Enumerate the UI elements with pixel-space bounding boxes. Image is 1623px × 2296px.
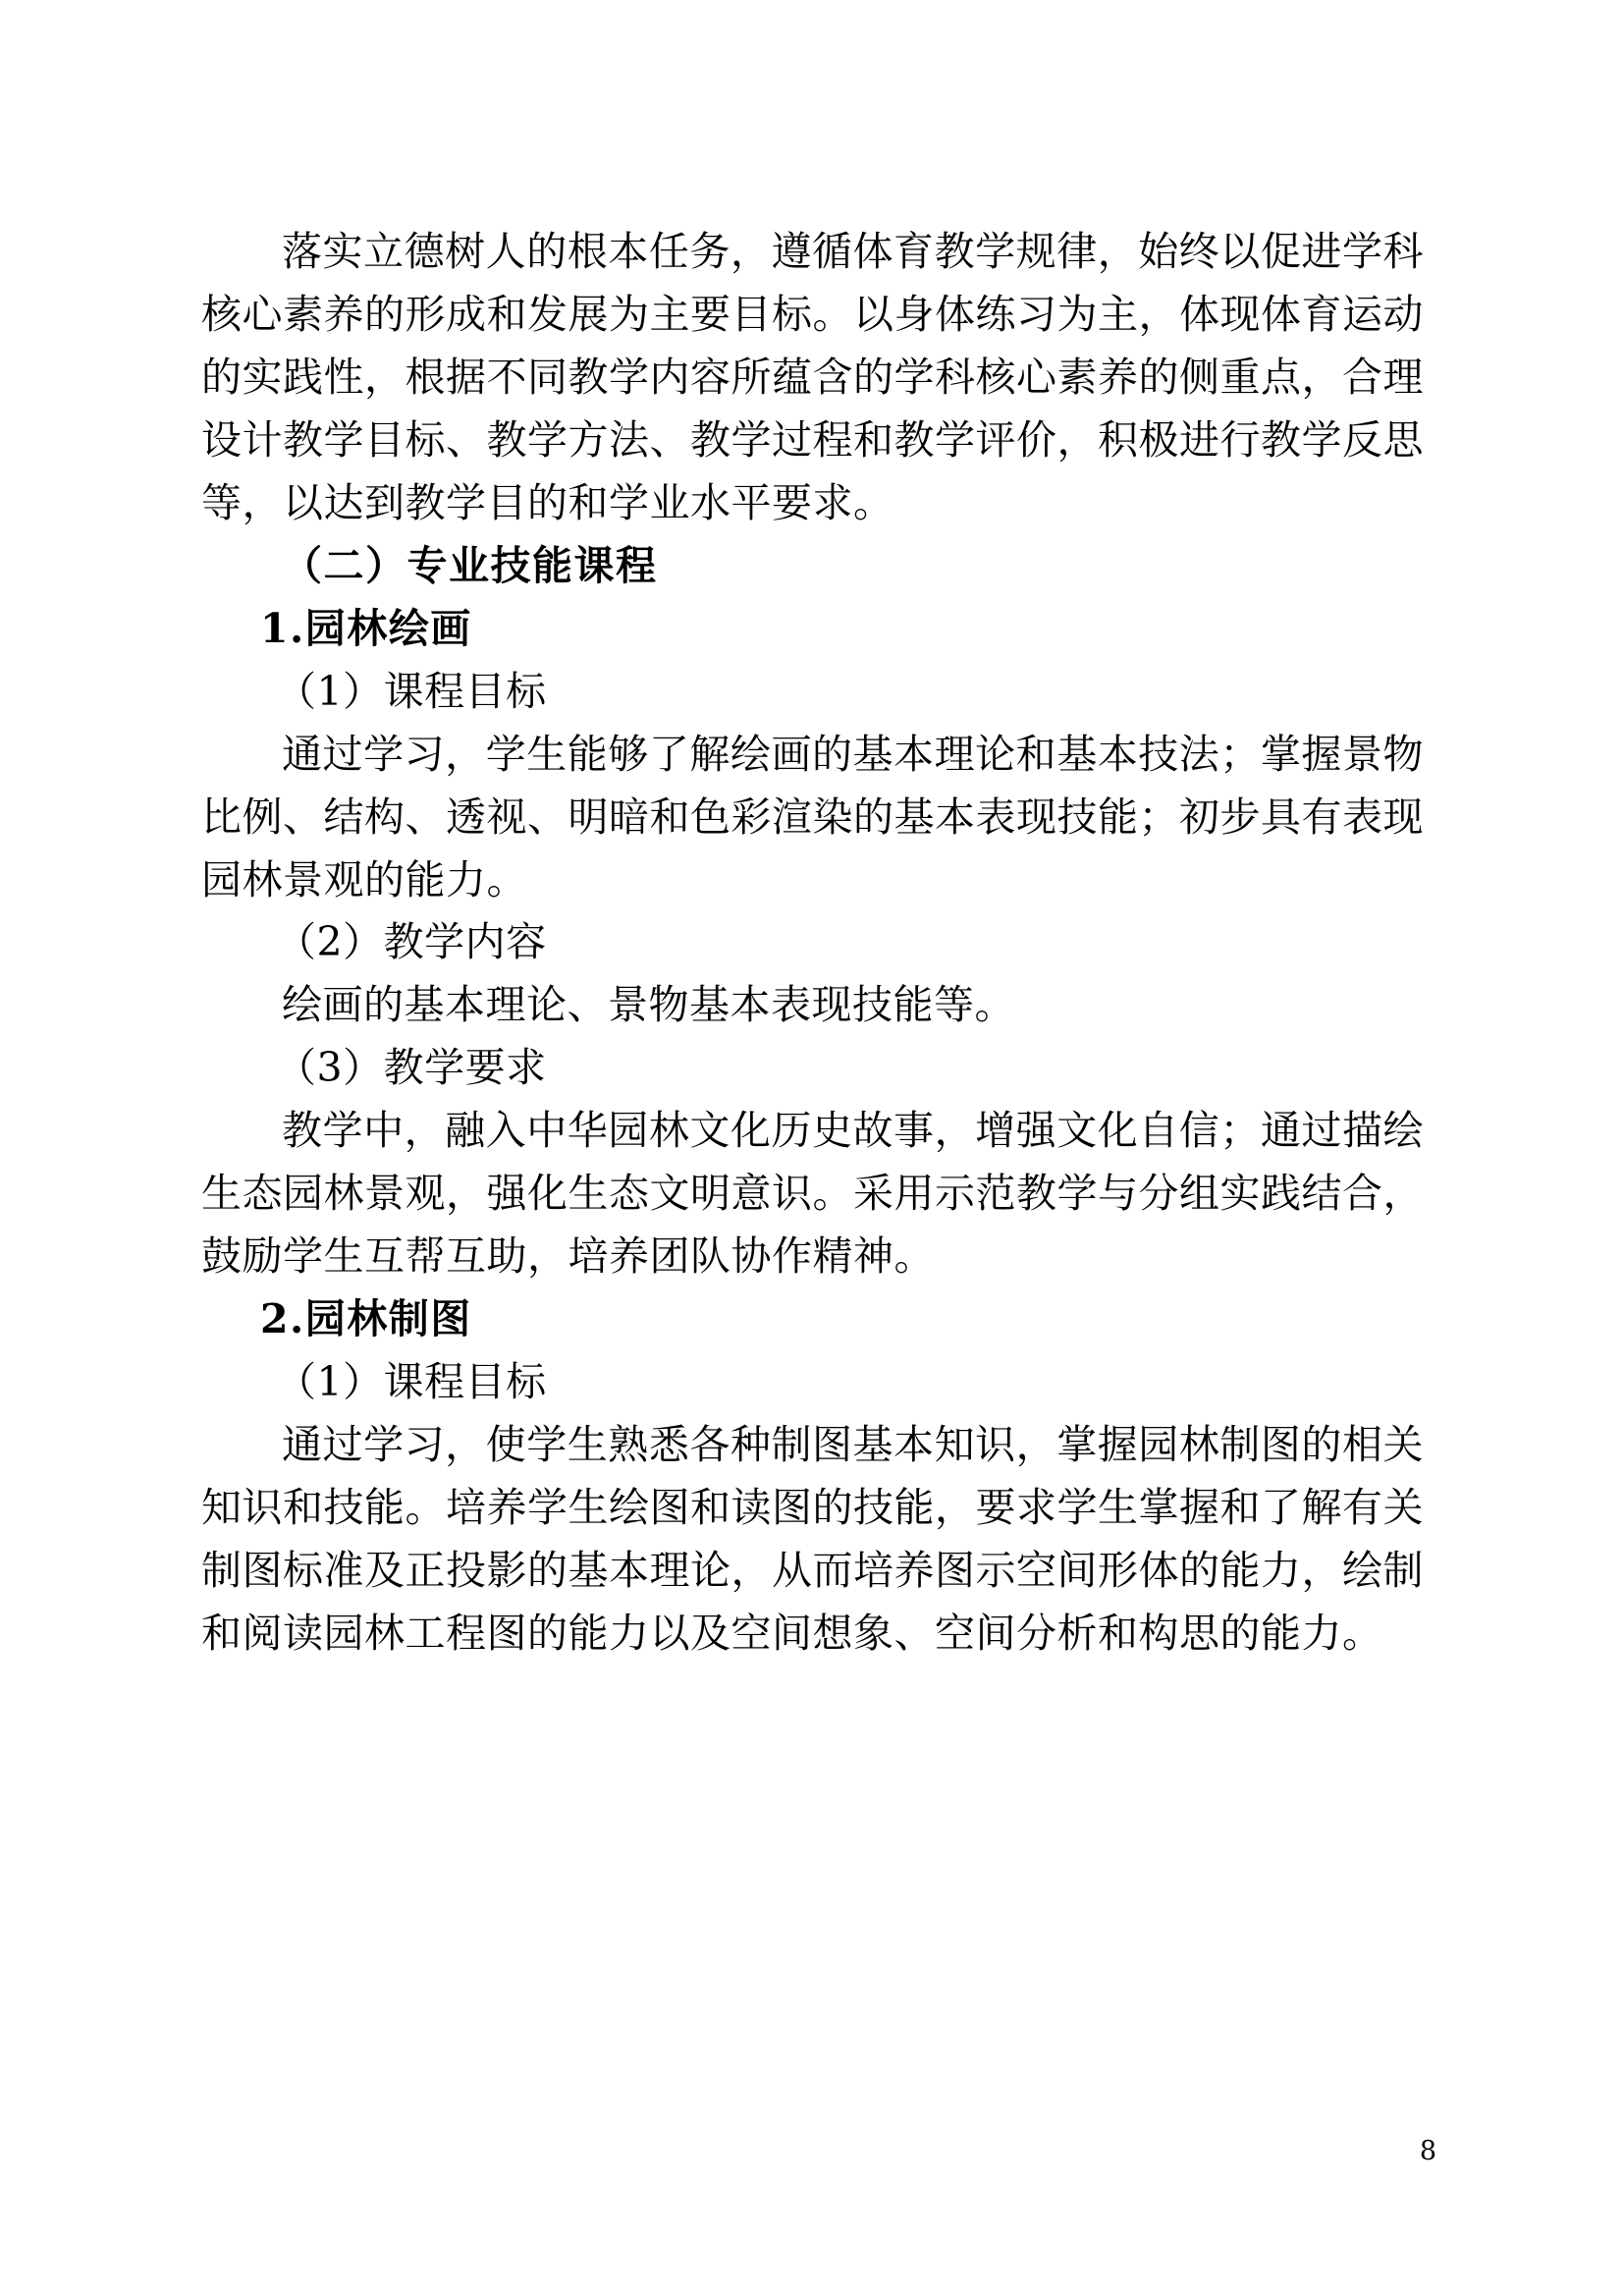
heading-section-two: （二）专业技能课程: [282, 541, 658, 589]
paragraph-course-objective-1: 通过学习，学生能够了解绘画的基本理论和基本技法；掌握景物比例、结构、透视、明暗和色彩渲染的基本表现技能；初步具有表现园林景观的能力。: [201, 730, 1424, 903]
paragraph-intro: 落实立德树人的根本任务，遵循体育教学规律，始终以促进学科核心素养的形成和发展为主要目标。以身体练习为主，体现体育运动的实践性，根据不同教学内容所蕴含的学科核心素养的侧重点，合理设计教学目标、教学方法、教学过程和教学评价，积极进行教学反思等，以达到教学目的和学业水平要求。: [201, 228, 1424, 526]
paragraph-teaching-requirement-1: 教学中，融入中华园林文化历史故事，增强文化自信；通过描绘生态园林景观，强化生态文明意识。采用示范教学与分组实践结合，鼓励学生互帮互助，培养团队协作精神。: [201, 1107, 1424, 1281]
label-teaching-requirement-1: （3）教学要求: [276, 1044, 547, 1092]
label-course-objective-2: （1）课程目标: [276, 1358, 547, 1406]
paragraph-teaching-content-1: 绘画的基本理论、景物基本表现技能等。: [282, 981, 1015, 1029]
label-teaching-content-1: （2）教学内容: [276, 918, 547, 966]
paragraph-course-objective-2: 通过学习，使学生熟悉各种制图基本知识，掌握园林制图的相关知识和技能。培养学生绘图和读图的技能，要求学生掌握和了解有关制图标准及正投影的基本理论，从而培养图示空间形体的能力，绘制和阅读园林工程图的能力以及空间想象、空间分析和构思的能力。: [201, 1421, 1424, 1657]
label-course-objective-1: （1）课程目标: [276, 667, 547, 715]
document-body: [201, 221, 1424, 1666]
heading-course-landscape-drafting: 2.园林制图: [260, 1295, 472, 1343]
heading-course-landscape-painting: 1.园林绘画: [260, 604, 472, 652]
page-number: 8: [1419, 2136, 1436, 2166]
